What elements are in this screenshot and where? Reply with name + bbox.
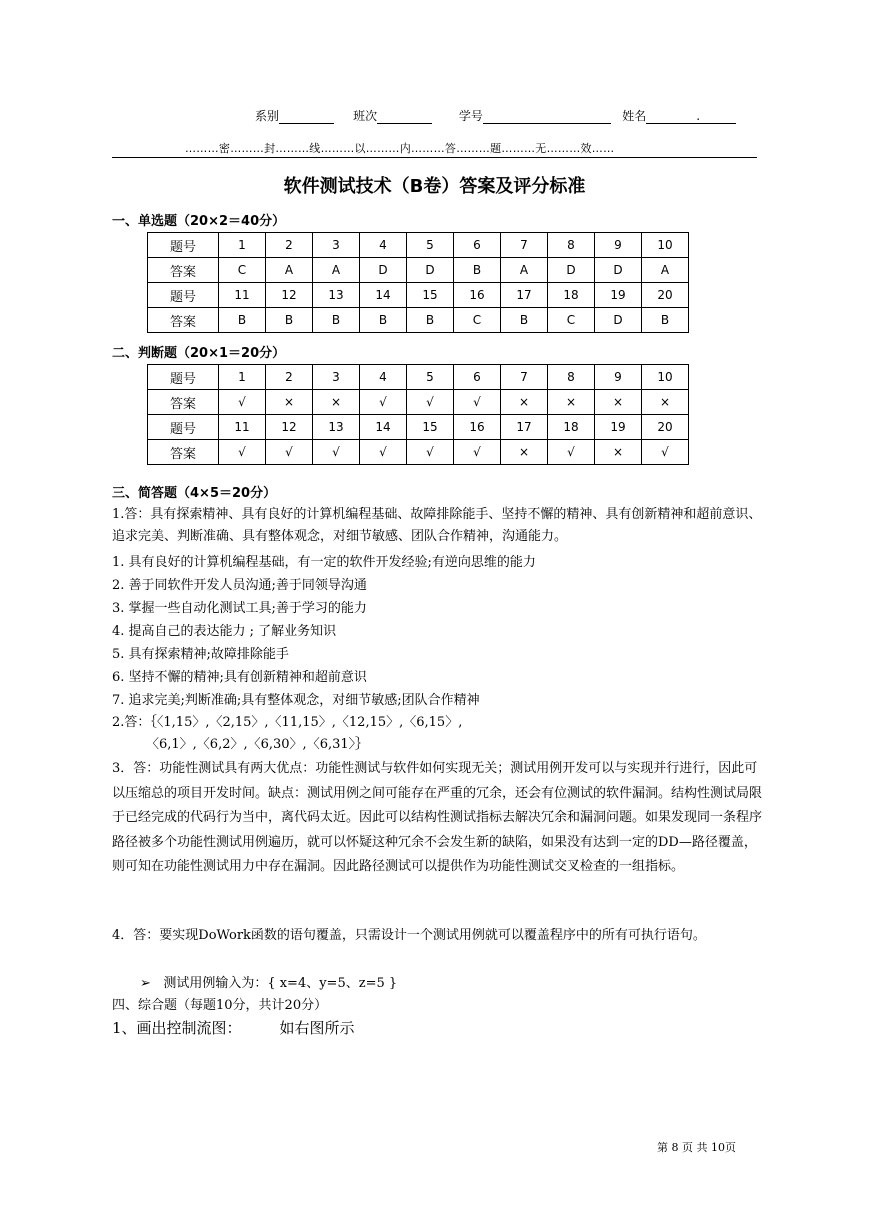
table-row (148, 365, 689, 390)
answer-cell: D (548, 258, 595, 283)
answer-cell: 9 (595, 365, 642, 390)
answer-cell: 6 (454, 233, 501, 258)
arrow-bullet-icon: ➢ (140, 976, 151, 991)
answer-cell: 10 (642, 233, 689, 258)
answer-cell: × (642, 390, 689, 415)
answer-cell: × (266, 390, 313, 415)
q1-point-5: 5. 具有探索精神;故障排除能手 (112, 647, 289, 662)
table-row (148, 258, 689, 283)
answer-cell: 20 (642, 415, 689, 440)
answer-cell: 4 (360, 233, 407, 258)
student-info-header (255, 107, 736, 124)
answer-cell: 1 (219, 365, 266, 390)
row-label-cell: 题号 (148, 415, 219, 440)
answer-cell: D (595, 258, 642, 283)
answer-cell: √ (266, 440, 313, 465)
q1-point-4: 4. 提高自己的表达能力 ; 了解业务知识 (112, 624, 337, 639)
answer-cell: 8 (548, 365, 595, 390)
answer-cell: 11 (219, 415, 266, 440)
answer-cell: B (454, 258, 501, 283)
row-label-cell: 题号 (148, 365, 219, 390)
id-blank[interactable] (483, 110, 611, 124)
answer-cell: 6 (454, 365, 501, 390)
class-label: 班次 (353, 109, 378, 123)
table-row (148, 415, 689, 440)
dept-label: 系别 (255, 109, 280, 123)
answer-cell: 14 (360, 415, 407, 440)
q4-answer: 4．答：要实现DoWork函数的语句覆盖，只需设计一个测试用例就可以覆盖程序中的所有可执行语句。 (112, 928, 706, 943)
answer-cell: 16 (454, 283, 501, 308)
answer-cell: 19 (595, 415, 642, 440)
answer-cell: 5 (407, 365, 454, 390)
answer-cell: B (313, 308, 360, 333)
q1-point-2: 2. 善于同软件开发人员沟通;善于同领导沟通 (112, 578, 367, 593)
q1-answer: 1.答：具有探索精神、具有良好的计算机编程基础、故障排除能手、坚持不懈的精神、具有创新精神和超前意识、追求完美、判断准确、具有整体观念，对细节敏感、团队合作精神，沟通能力。 (112, 507, 762, 544)
table-row (148, 308, 689, 333)
answer-cell: A (266, 258, 313, 283)
q4-bullet-row (140, 972, 397, 991)
answer-cell: 12 (266, 415, 313, 440)
answer-cell: D (360, 258, 407, 283)
name-blank[interactable] (646, 110, 736, 124)
answer-cell: × (595, 390, 642, 415)
answer-cell: A (313, 258, 360, 283)
q1-point-6: 6. 坚持不懈的精神;具有创新精神和超前意识 (112, 670, 367, 685)
answer-cell: √ (360, 390, 407, 415)
answer-cell: C (548, 308, 595, 333)
section4-item1 (112, 1017, 355, 1038)
row-label-cell: 题号 (148, 233, 219, 258)
section1-heading: 一、单选题（20×2＝40分） (112, 214, 286, 229)
table-row (148, 233, 689, 258)
answer-cell: B (219, 308, 266, 333)
answer-cell: C (219, 258, 266, 283)
answer-cell: 15 (407, 415, 454, 440)
q2-answer-line1: 2.答：｛〈1,15〉,〈2,15〉,〈11,15〉,〈12,15〉,〈6,15〉, (112, 715, 463, 730)
answer-cell: 18 (548, 415, 595, 440)
item1-note: 如右图所示 (279, 1019, 355, 1037)
answer-cell: B (360, 308, 407, 333)
answer-cell: 12 (266, 283, 313, 308)
answer-cell: × (595, 440, 642, 465)
answer-cell: 10 (642, 365, 689, 390)
answer-cell: √ (219, 440, 266, 465)
answer-cell: √ (360, 440, 407, 465)
name-label: 姓名 (622, 109, 647, 123)
table-row (148, 390, 689, 415)
answer-cell: 9 (595, 233, 642, 258)
answer-cell: √ (407, 440, 454, 465)
answer-cell: × (501, 440, 548, 465)
q1-point-7: 7. 追求完美;判断准确;具有整体观念，对细节敏感;团队合作精神 (112, 693, 480, 708)
answer-cell: B (501, 308, 548, 333)
answer-cell: 3 (313, 365, 360, 390)
class-blank[interactable] (377, 110, 432, 124)
answer-cell: × (313, 390, 360, 415)
row-label-cell: 答案 (148, 258, 219, 283)
answer-cell: D (595, 308, 642, 333)
answer-cell: B (642, 308, 689, 333)
answer-cell: 13 (313, 415, 360, 440)
answer-cell: B (407, 308, 454, 333)
q1-point-3: 3. 掌握一些自动化测试工具;善于学习的能力 (112, 601, 367, 616)
answer-cell: √ (219, 390, 266, 415)
item1-label: 1、画出控制流图： (112, 1019, 242, 1037)
answer-cell: 14 (360, 283, 407, 308)
answer-cell: B (266, 308, 313, 333)
answer-cell: 13 (313, 283, 360, 308)
q1-point-1: 1. 具有良好的计算机编程基础，有一定的软件开发经验;有逆向思维的能力 (112, 555, 536, 570)
q3-answer: 3．答：功能性测试具有两大优点：功能性测试与软件如何实现无关；测试用例开发可以与实现并行进行，因此可以压缩总的项目开发时间。缺点：测试用例之间可能存在严重的冗余，还会有位测试的软件漏洞。结构性测试局限于已经完成的代码行为当中，离代码太近。因此可以结构性测试指标去解决冗余和漏洞问题。如果发现同一条程序路径被多个功能性测试用例遍历，就可以怀疑这种冗余不会发生新的缺陷，如果没有达到一定的DD—路径覆盖，则可知在功能性测试用力中存在漏洞。因此路径测试可以提供作为功能性测试交叉检查的一组指标。 (112, 761, 763, 874)
true-false-answer-table (147, 364, 689, 465)
answer-cell: A (501, 258, 548, 283)
answer-cell: √ (454, 440, 501, 465)
answer-cell: √ (642, 440, 689, 465)
answer-cell: C (454, 308, 501, 333)
answer-cell: 16 (454, 415, 501, 440)
answer-cell: A (642, 258, 689, 283)
answer-cell: 8 (548, 233, 595, 258)
page-footer: 第 8 页 共 10页 (657, 1141, 736, 1154)
header-divider (112, 157, 757, 158)
row-label-cell: 题号 (148, 283, 219, 308)
answer-cell: 15 (407, 283, 454, 308)
answer-cell: 18 (548, 283, 595, 308)
answer-cell: 1 (219, 233, 266, 258)
answer-cell: 20 (642, 283, 689, 308)
id-label: 学号 (458, 109, 483, 123)
answer-cell: 17 (501, 283, 548, 308)
answer-cell: 17 (501, 415, 548, 440)
answer-cell: × (548, 390, 595, 415)
row-label-cell: 答案 (148, 308, 219, 333)
row-label-cell: 答案 (148, 390, 219, 415)
answer-cell: 2 (266, 233, 313, 258)
answer-cell: √ (313, 440, 360, 465)
answer-cell: 11 (219, 283, 266, 308)
answer-cell: 2 (266, 365, 313, 390)
section2-heading: 二、判断题（20×1＝20分） (112, 346, 286, 361)
name-dot: . (696, 109, 701, 123)
section3-heading: 三、简答题（4×5＝20分） (112, 486, 277, 501)
answer-cell: 5 (407, 233, 454, 258)
answer-cell: 7 (501, 233, 548, 258)
seal-line: ………密………封………线………以………内………答………题………无………效…… (185, 142, 615, 155)
answer-cell: √ (548, 440, 595, 465)
answer-cell: 19 (595, 283, 642, 308)
dept-blank[interactable] (279, 110, 334, 124)
table-row (148, 440, 689, 465)
answer-cell: √ (407, 390, 454, 415)
row-label-cell: 答案 (148, 440, 219, 465)
page-title: 软件测试技术（B卷）答案及评分标准 (283, 176, 586, 197)
single-choice-answer-table (147, 232, 689, 333)
answer-cell: 3 (313, 233, 360, 258)
section4-heading: 四、综合题（每题10分，共计20分） (112, 998, 328, 1013)
answer-cell: 4 (360, 365, 407, 390)
answer-cell: × (501, 390, 548, 415)
answer-cell: D (407, 258, 454, 283)
answer-cell: 7 (501, 365, 548, 390)
q4-test-input: 测试用例输入为：{ x=4、y=5、z=5 } (163, 976, 398, 991)
q2-answer-line2: 〈6,1〉,〈6,2〉,〈6,30〉,〈6,31〉｝ (146, 737, 369, 752)
table-row (148, 283, 689, 308)
answer-cell: √ (454, 390, 501, 415)
